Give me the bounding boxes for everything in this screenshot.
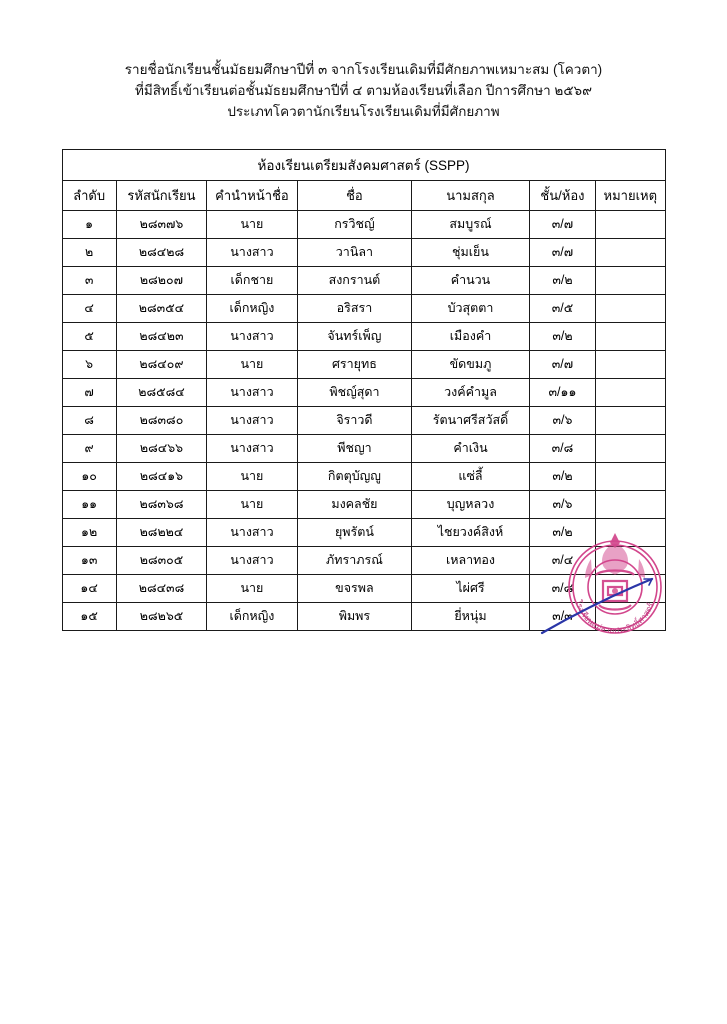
- table-row: [62, 406, 665, 434]
- cell-code: ๒๘๓๐๕: [116, 546, 206, 574]
- cell-last: แซ่ลี้: [412, 462, 530, 490]
- cell-order: ๒: [62, 238, 116, 266]
- table-caption-row: [62, 149, 665, 180]
- cell-prefix: นางสาว: [207, 546, 297, 574]
- table-row: [62, 350, 665, 378]
- cell-code: ๒๘๔๖๖: [116, 434, 206, 462]
- cell-code: ๒๘๔๒๘: [116, 238, 206, 266]
- cell-first: พีชญา: [297, 434, 412, 462]
- cell-last: บัวสุตตา: [412, 294, 530, 322]
- column-header-order: ลำดับ: [62, 180, 116, 210]
- cell-last: ขัดขมภู: [412, 350, 530, 378]
- column-header-first: ชื่อ: [297, 180, 412, 210]
- roster-table-body: [62, 210, 665, 630]
- cell-last: ไผ่ศรี: [412, 574, 530, 602]
- table-header-row: [62, 180, 665, 210]
- cell-first: ภัทราภรณ์: [297, 546, 412, 574]
- cell-order: ๑๔: [62, 574, 116, 602]
- table-row: [62, 266, 665, 294]
- column-header-note: หมายเหตุ: [596, 180, 665, 210]
- cell-order: ๗: [62, 378, 116, 406]
- cell-class: ๓/๗: [529, 210, 595, 238]
- table-row: [62, 378, 665, 406]
- cell-prefix: นางสาว: [207, 434, 297, 462]
- cell-code: ๒๘๔๐๙: [116, 350, 206, 378]
- cell-note: [596, 322, 665, 350]
- table-row: [62, 434, 665, 462]
- cell-class: ๓/๒: [529, 518, 595, 546]
- cell-note: [596, 406, 665, 434]
- cell-order: ๕: [62, 322, 116, 350]
- cell-prefix: นางสาว: [207, 238, 297, 266]
- cell-class: ๓/๒: [529, 322, 595, 350]
- cell-note: [596, 378, 665, 406]
- cell-note: [596, 210, 665, 238]
- cell-last: สมบูรณ์: [412, 210, 530, 238]
- cell-prefix: นางสาว: [207, 518, 297, 546]
- cell-class: ๓/๘: [529, 574, 595, 602]
- cell-class: ๓/๓: [529, 602, 595, 630]
- cell-order: ๙: [62, 434, 116, 462]
- cell-last: คำนวน: [412, 266, 530, 294]
- cell-prefix: เด็กหญิง: [207, 294, 297, 322]
- table-row: [62, 546, 665, 574]
- cell-last: ยี่หนุ่ม: [412, 602, 530, 630]
- cell-prefix: นาย: [207, 574, 297, 602]
- cell-class: ๓/๘: [529, 434, 595, 462]
- cell-order: ๑๐: [62, 462, 116, 490]
- cell-prefix: เด็กชาย: [207, 266, 297, 294]
- table-row: [62, 238, 665, 266]
- cell-class: ๓/๒: [529, 462, 595, 490]
- cell-last: ไชยวงค์สิงห์: [412, 518, 530, 546]
- cell-last: ชุ่มเย็น: [412, 238, 530, 266]
- cell-first: พิมพร: [297, 602, 412, 630]
- table-caption: ห้องเรียนเตรียมสังคมศาสตร์ (SSPP): [62, 149, 665, 180]
- cell-class: ๓/๗: [529, 238, 595, 266]
- cell-last: บุญหลวง: [412, 490, 530, 518]
- cell-order: ๘: [62, 406, 116, 434]
- document-header: [0, 60, 727, 123]
- cell-last: รัตนาศรีสวัสดิ์: [412, 406, 530, 434]
- cell-code: ๒๘๔๒๓: [116, 322, 206, 350]
- cell-first: อริสรา: [297, 294, 412, 322]
- column-header-code: รหัสนักเรียน: [116, 180, 206, 210]
- cell-first: จิราวดี: [297, 406, 412, 434]
- cell-note: [596, 350, 665, 378]
- cell-prefix: นาย: [207, 462, 297, 490]
- cell-code: ๒๘๓๘๐: [116, 406, 206, 434]
- cell-class: ๓/๗: [529, 350, 595, 378]
- cell-order: ๑: [62, 210, 116, 238]
- cell-order: ๑๓: [62, 546, 116, 574]
- cell-order: ๑๕: [62, 602, 116, 630]
- cell-last: คำเงิน: [412, 434, 530, 462]
- cell-note: [596, 490, 665, 518]
- cell-prefix: นางสาว: [207, 406, 297, 434]
- cell-code: ๒๘๔๓๘: [116, 574, 206, 602]
- header-line-2: ที่มีสิทธิ์เข้าเรียนต่อชั้นมัธยมศึกษาปีที่ ๔ ตามห้องเรียนที่เลือก ปีการศึกษา ๒๕๖๙: [134, 82, 593, 98]
- cell-code: ๒๘๓๖๘: [116, 490, 206, 518]
- cell-order: ๑๑: [62, 490, 116, 518]
- cell-first: จันทร์เพ็ญ: [297, 322, 412, 350]
- cell-order: ๓: [62, 266, 116, 294]
- cell-order: ๔: [62, 294, 116, 322]
- cell-note: [596, 238, 665, 266]
- cell-first: กรวิชญ์: [297, 210, 412, 238]
- cell-prefix: นาย: [207, 210, 297, 238]
- table-row: [62, 210, 665, 238]
- cell-note: [596, 434, 665, 462]
- cell-first: กิตตุบัญญู: [297, 462, 412, 490]
- cell-prefix: นางสาว: [207, 378, 297, 406]
- cell-note: [596, 294, 665, 322]
- cell-note: [596, 462, 665, 490]
- cell-code: ๒๘๔๑๖: [116, 462, 206, 490]
- cell-last: เมืองคำ: [412, 322, 530, 350]
- cell-note: [596, 546, 665, 574]
- table-row: [62, 462, 665, 490]
- cell-note: [596, 266, 665, 294]
- table-row: [62, 490, 665, 518]
- cell-first: ขจรพล: [297, 574, 412, 602]
- cell-first: สงกรานต์: [297, 266, 412, 294]
- cell-prefix: นาย: [207, 350, 297, 378]
- cell-code: ๒๘๕๘๔: [116, 378, 206, 406]
- cell-class: ๓/๖: [529, 406, 595, 434]
- roster-table: [62, 149, 666, 631]
- cell-note: [596, 574, 665, 602]
- roster-table-wrapper: [62, 149, 666, 631]
- table-row: [62, 518, 665, 546]
- cell-class: ๓/๒: [529, 266, 595, 294]
- table-row: [62, 574, 665, 602]
- cell-class: ๓/๔: [529, 546, 595, 574]
- seal-text: โรงเรียนแม่สายประสิทธิ์ศาสตร์: [573, 598, 656, 636]
- cell-first: พิชญ์สุดา: [297, 378, 412, 406]
- column-header-class: ชั้น/ห้อง: [529, 180, 595, 210]
- cell-first: มงคลชัย: [297, 490, 412, 518]
- column-header-last: นามสกุล: [412, 180, 530, 210]
- cell-last: เหลาทอง: [412, 546, 530, 574]
- cell-code: ๒๘๒๒๔: [116, 518, 206, 546]
- header-line-3: ประเภทโควตานักเรียนโรงเรียนเดิมที่มีศักยภาพ: [227, 103, 500, 119]
- cell-note: [596, 518, 665, 546]
- cell-prefix: นางสาว: [207, 322, 297, 350]
- column-header-prefix: คำนำหน้าชื่อ: [207, 180, 297, 210]
- cell-code: ๒๘๓๕๔: [116, 294, 206, 322]
- header-line-1: รายชื่อนักเรียนชั้นมัธยมศึกษาปีที่ ๓ จากโรงเรียนเดิมที่มีศักยภาพเหมาะสม (โควตา): [124, 62, 603, 77]
- cell-code: ๒๘๒๐๗: [116, 266, 206, 294]
- cell-code: ๒๘๓๗๖: [116, 210, 206, 238]
- cell-class: ๓/๑๑: [529, 378, 595, 406]
- cell-note: [596, 602, 665, 630]
- cell-order: ๖: [62, 350, 116, 378]
- cell-code: ๒๘๒๖๕: [116, 602, 206, 630]
- cell-first: ยุพรัตน์: [297, 518, 412, 546]
- cell-class: ๓/๕: [529, 294, 595, 322]
- cell-prefix: นาย: [207, 490, 297, 518]
- cell-first: วานิลา: [297, 238, 412, 266]
- table-row: [62, 294, 665, 322]
- cell-first: ศรายุทธ: [297, 350, 412, 378]
- table-row: [62, 322, 665, 350]
- cell-last: วงค์คำมูล: [412, 378, 530, 406]
- table-row: [62, 602, 665, 630]
- cell-class: ๓/๖: [529, 490, 595, 518]
- cell-prefix: เด็กหญิง: [207, 602, 297, 630]
- cell-order: ๑๒: [62, 518, 116, 546]
